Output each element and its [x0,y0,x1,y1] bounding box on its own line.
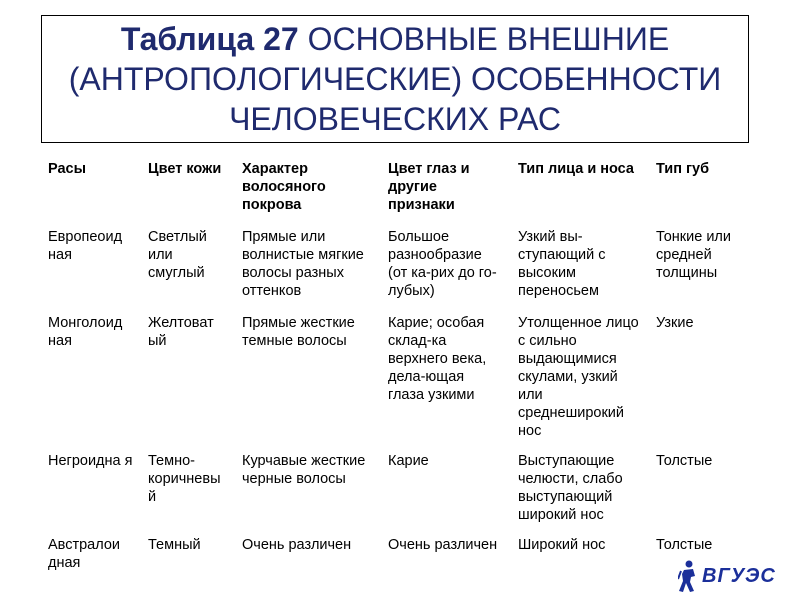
header-hair: Характер волосяного покрова [242,161,326,213]
cell-eyes: Очень различен [388,537,498,553]
header-skin-color: Цвет кожи [148,161,222,177]
cell-race: Европеоид ная [48,229,123,263]
cell-skin: Темно-коричневы й [148,453,221,505]
cell-lips: Толстые [656,453,713,469]
cell-face: Выступающие челюсти, слабо выступающий широкий нос [518,453,623,523]
races-table [40,152,760,576]
cell-race: Австралои дная [48,537,121,571]
cell-eyes: Карие [388,453,429,469]
cell-hair: Прямые или волнистые мягкие волосы разных оттенков [242,229,364,299]
title-line-1-text: ОСНОВНЫЕ ВНЕШНИЕ [307,21,670,57]
cell-skin: Темный [148,537,201,553]
table-row [40,452,760,536]
header-face-nose: Тип лица и носа [518,161,634,177]
cell-lips: Узкие [656,315,694,331]
cell-hair: Очень различен [242,537,352,553]
cell-race: Монголоид ная [48,315,123,349]
cell-face: Утолщенное лицо с сильно выдающимися скулами, узкий или среднеширокий нос [518,315,639,439]
cell-race: Негроидна я [48,453,133,469]
university-logo [678,556,778,596]
page-title-line-2: (АНТРОПОЛОГИЧЕСКИЕ) ОСОБЕННОСТИ [68,61,722,97]
cell-eyes: Большое разнообразие (от ка-рих до го-лубых) [388,229,497,299]
header-eye-color: Цвет глаз и другие признаки [388,161,470,213]
cell-hair: Прямые жесткие темные волосы [242,315,355,349]
cell-face: Широкий нос [518,537,606,553]
figure-logo-icon [678,559,698,593]
cell-skin: Светлый или смуглый [148,229,207,281]
cell-skin: Желтоват ый [148,315,214,349]
header-races: Расы [48,161,86,177]
table-row [40,314,760,452]
table-number-label: Таблица 27 [120,21,299,57]
cell-face: Узкий вы-ступающий с высоким переносьем [518,229,606,299]
page-title-line-1 [121,19,669,59]
cell-hair: Курчавые жесткие черные волосы [242,453,366,487]
logo-text: ВГУЭС [702,564,776,587]
table-row [40,536,760,576]
cell-lips: Тонкие или средней толщины [656,229,731,281]
table-header-row [40,152,760,224]
page-title-line-3: ЧЕЛОВЕЧЕСКИХ РАС [229,101,561,137]
title-box [41,15,749,143]
cell-lips: Толстые [656,537,713,553]
cell-eyes: Карие; особая склад-ка верхнего века, дела-ющая глаза узкими [388,315,487,403]
table-row [40,224,760,314]
header-lips: Тип губ [656,161,710,177]
